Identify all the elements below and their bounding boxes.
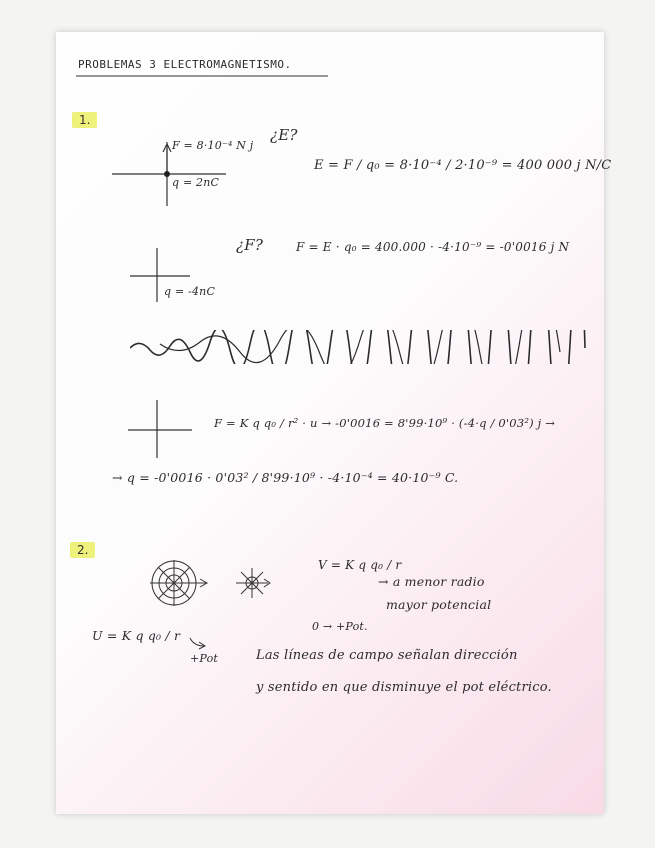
u-formula: U = K q q₀ / r xyxy=(92,628,181,643)
problem-2-number: 2. xyxy=(70,542,95,558)
small-arrow xyxy=(190,638,205,649)
page-title: PROBLEMAS 3 ELECTROMAGNETISMO. xyxy=(78,58,292,71)
f-formula: F = E · q₀ = 400.000 · -4·10⁻⁹ = -0'0016 j N xyxy=(296,240,570,254)
charge-dot-1 xyxy=(164,171,170,177)
field-lines-diagram-2 xyxy=(236,568,270,598)
pot-small-label: +Pot xyxy=(190,652,219,665)
charge-1-label: q = 2nC xyxy=(172,176,220,189)
coulomb-formula: F = K q q₀ / r² · u → -0'0016 = 8'99·10⁹ · (-4·q / 0'03²) j → xyxy=(214,416,556,430)
q-result: → q = -0'0016 · 0'03² / 8'99·10⁹ · -4·10⁻⁴ = 40·10⁻⁹ C. xyxy=(112,470,459,485)
note-field-lines: Las líneas de campo señalan dirección xyxy=(256,648,518,663)
force-label: F = 8·10⁻⁴ N j xyxy=(172,139,254,152)
note-smaller-radius: → a menor radio xyxy=(378,574,485,589)
question-e: ¿E? xyxy=(270,126,298,144)
problem-1-number: 1. xyxy=(72,112,97,128)
note-greater-potential: mayor potencial xyxy=(386,597,492,612)
charge-2-label: q = -4nC xyxy=(164,285,216,298)
scribbled-text xyxy=(130,338,324,351)
pot-label: 0 → +Pot. xyxy=(312,620,368,633)
field-lines-diagram-1 xyxy=(150,560,207,606)
question-f: ¿F? xyxy=(236,236,264,254)
v-formula: V = K q q₀ / r xyxy=(318,558,402,572)
axes-diagram-3 xyxy=(128,400,192,458)
note-potential-decrease: y sentido en que disminuye el pot eléctrico. xyxy=(256,680,552,695)
e-formula: E = F / q₀ = 8·10⁻⁴ / 2·10⁻⁹ = 400 000 j N/C xyxy=(314,158,612,173)
